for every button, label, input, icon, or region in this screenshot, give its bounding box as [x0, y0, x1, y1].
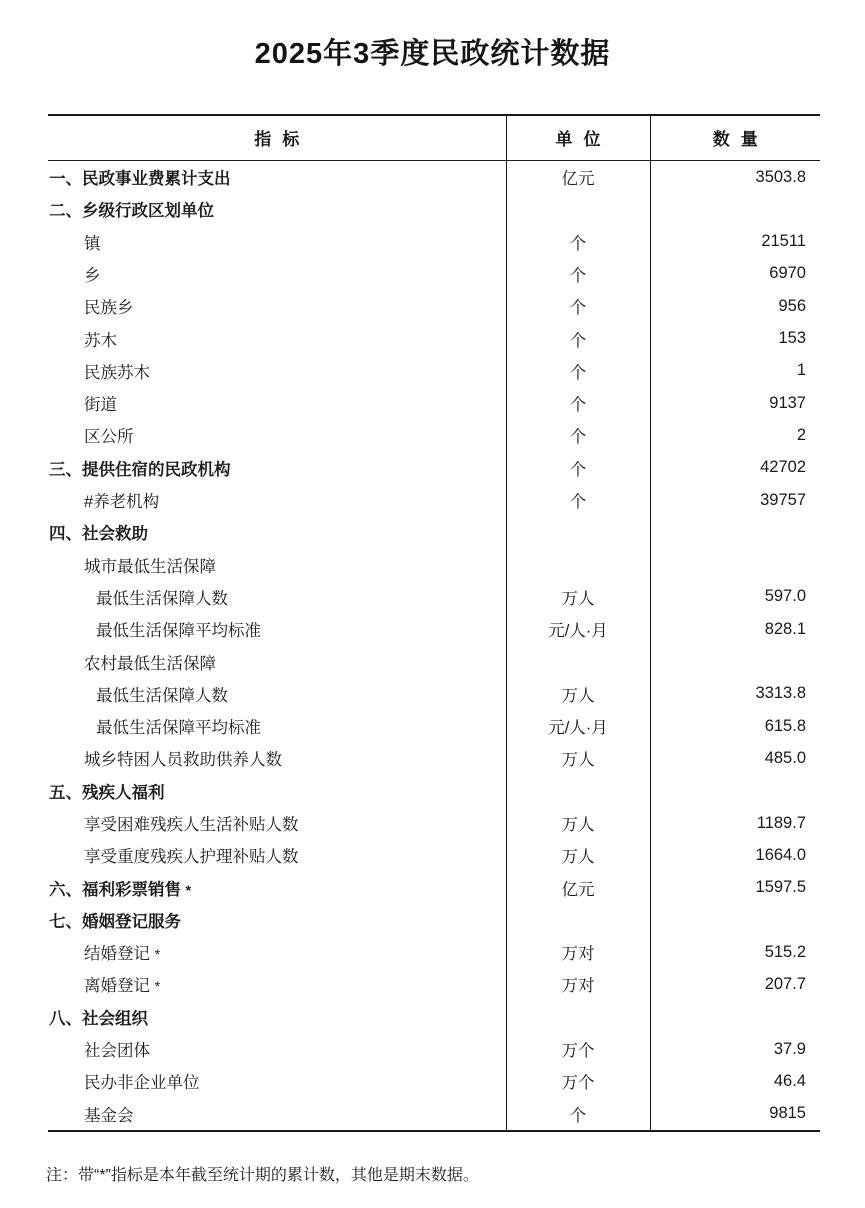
- table-row: [48, 258, 820, 290]
- row-unit-value: 个: [506, 419, 650, 451]
- row-unit-value: 亿元: [506, 871, 650, 903]
- row-indicator-label: 一、民政事业费累计支出: [49, 170, 231, 189]
- row-quantity-value: [650, 193, 820, 225]
- row-quantity-value: 9137: [650, 387, 820, 419]
- table-row: [48, 678, 820, 710]
- row-quantity-value: 37.9: [650, 1033, 820, 1065]
- row-quantity-value: 828.1: [650, 613, 820, 645]
- row-unit-value: 个: [506, 1098, 650, 1131]
- row-quantity-value: 1189.7: [650, 807, 820, 839]
- table-row: [48, 290, 820, 322]
- column-header-unit: 单 位: [506, 115, 650, 161]
- row-unit-value: 万人: [506, 807, 650, 839]
- row-indicator-label: 城乡特困人员救助供养人数: [84, 751, 282, 770]
- row-unit-value: 万人: [506, 581, 650, 613]
- row-indicator-label: 四、社会救助: [49, 525, 148, 544]
- row-indicator-label: 享受重度残疾人护理补贴人数: [84, 848, 299, 867]
- row-indicator-label: 最低生活保障人数: [96, 686, 228, 705]
- row-quantity-value: [650, 548, 820, 580]
- row-quantity-value: [650, 516, 820, 548]
- table-row: [48, 226, 820, 258]
- table-header: [48, 115, 820, 161]
- row-quantity-value: 515.2: [650, 936, 820, 968]
- table-row: [48, 871, 820, 903]
- row-unit-value: 个: [506, 290, 650, 322]
- row-indicator-label: 农村最低生活保障: [84, 654, 216, 673]
- row-quantity-value: [650, 645, 820, 677]
- row-quantity-value: 21511: [650, 226, 820, 258]
- row-indicator-label: 三、提供住宿的民政机构: [49, 460, 231, 479]
- page-title: 2025年3季度民政统计数据: [254, 38, 611, 71]
- row-unit-value: 万人: [506, 678, 650, 710]
- row-indicator-label: 五、残疾人福利: [49, 783, 165, 802]
- table-row: [48, 484, 820, 516]
- table-footnote: 注：带“*”指标是本年截至统计期的累计数，其他是期末数据。: [46, 1166, 479, 1184]
- row-unit-value: 个: [506, 258, 650, 290]
- table-row: [48, 775, 820, 807]
- table-row: [48, 387, 820, 419]
- row-unit-value: 个: [506, 484, 650, 516]
- row-quantity-value: 1664.0: [650, 839, 820, 871]
- table-row: [48, 645, 820, 677]
- row-quantity-value: [650, 775, 820, 807]
- row-indicator-label: 社会团体: [84, 1042, 150, 1061]
- row-indicator-label: 最低生活保障人数: [96, 589, 228, 608]
- row-indicator-label: 享受困难残疾人生活补贴人数: [84, 816, 299, 834]
- row-quantity-value: 1597.5: [650, 871, 820, 903]
- row-quantity-value: 597.0: [650, 581, 820, 613]
- row-quantity-value: 9815: [650, 1098, 820, 1131]
- table-row: [48, 839, 820, 871]
- row-unit-value: 个: [506, 452, 650, 484]
- table-row: [48, 710, 820, 742]
- row-unit-value: 亿元: [506, 160, 650, 193]
- table-row: [48, 807, 820, 839]
- row-unit-value: 个: [506, 226, 650, 258]
- row-quantity-value: 6970: [650, 258, 820, 290]
- row-unit-value: [506, 1001, 650, 1033]
- row-quantity-value: 153: [650, 322, 820, 354]
- table-row: [48, 548, 820, 580]
- row-indicator-label: 民办非企业单位: [84, 1074, 200, 1093]
- row-unit-value: 元/人·月: [506, 613, 650, 645]
- row-unit-value: 个: [506, 387, 650, 419]
- row-indicator-label: 民族苏木: [84, 363, 150, 382]
- row-quantity-value: 3503.8: [650, 160, 820, 193]
- row-unit-value: [506, 904, 650, 936]
- row-indicator-label: 最低生活保障平均标准: [96, 622, 261, 641]
- row-indicator-label: 乡: [84, 266, 101, 285]
- row-indicator-label: #养老机构: [84, 493, 160, 512]
- column-header-indicator: 指 标: [48, 115, 506, 161]
- row-unit-value: 万对: [506, 968, 650, 1000]
- row-indicator-label: 结婚登记 *: [84, 945, 161, 964]
- table-row: [48, 160, 820, 193]
- row-indicator-label: 七、婚姻登记服务: [49, 912, 181, 931]
- table-header-row: [48, 115, 820, 161]
- table-row: [48, 1065, 820, 1097]
- row-quantity-value: 1: [650, 355, 820, 387]
- row-indicator-label: 二、乡级行政区划单位: [49, 202, 214, 221]
- column-header-quantity: 数 量: [650, 115, 820, 161]
- row-quantity-value: [650, 1001, 820, 1033]
- table-row: [48, 452, 820, 484]
- table-row: [48, 1098, 820, 1131]
- table-body: [48, 160, 820, 1130]
- table-row: [48, 968, 820, 1000]
- row-quantity-value: 956: [650, 290, 820, 322]
- row-quantity-value: [650, 904, 820, 936]
- row-unit-value: 万人: [506, 839, 650, 871]
- table-row: [48, 322, 820, 354]
- row-unit-value: 万人: [506, 742, 650, 774]
- row-quantity-value: 46.4: [650, 1065, 820, 1097]
- row-indicator-label: 六、福利彩票销售 *: [49, 880, 192, 899]
- table-row: [48, 613, 820, 645]
- row-indicator-label: 离婚登记 *: [84, 977, 161, 996]
- row-unit-value: 元/人·月: [506, 710, 650, 742]
- statistics-table: [48, 114, 820, 1132]
- statistics-table-container: [48, 114, 820, 1132]
- row-indicator-label: 城市最低生活保障: [84, 557, 216, 576]
- row-indicator-label: 镇: [84, 234, 101, 253]
- document-page: [0, 19, 865, 1208]
- table-row: [48, 516, 820, 548]
- table-row: [48, 355, 820, 387]
- row-indicator-label: 最低生活保障平均标准: [96, 719, 261, 738]
- table-row: [48, 581, 820, 613]
- row-unit-value: 个: [506, 322, 650, 354]
- row-unit-value: [506, 645, 650, 677]
- table-row: [48, 193, 820, 225]
- row-quantity-value: 485.0: [650, 742, 820, 774]
- row-unit-value: 万对: [506, 936, 650, 968]
- table-row: [48, 419, 820, 451]
- row-indicator-label: 基金会: [84, 1106, 134, 1125]
- row-quantity-value: 39757: [650, 484, 820, 516]
- row-indicator-label: 民族乡: [84, 299, 134, 318]
- table-row: [48, 1033, 820, 1065]
- row-indicator-label: 苏木: [84, 331, 117, 350]
- row-unit-value: [506, 775, 650, 807]
- row-unit-value: [506, 548, 650, 580]
- row-quantity-value: 42702: [650, 452, 820, 484]
- row-indicator-label: 街道: [84, 396, 117, 415]
- row-unit-value: 个: [506, 355, 650, 387]
- row-unit-value: [506, 193, 650, 225]
- table-row: [48, 904, 820, 936]
- row-quantity-value: 3313.8: [650, 678, 820, 710]
- row-quantity-value: 207.7: [650, 968, 820, 1000]
- row-indicator-label: 八、社会组织: [49, 1009, 148, 1028]
- row-unit-value: [506, 516, 650, 548]
- table-row: [48, 1001, 820, 1033]
- row-unit-value: 万个: [506, 1065, 650, 1097]
- row-quantity-value: 2: [650, 419, 820, 451]
- row-indicator-label: 区公所: [84, 428, 134, 447]
- row-unit-value: 万个: [506, 1033, 650, 1065]
- table-row: [48, 936, 820, 968]
- row-quantity-value: 615.8: [650, 710, 820, 742]
- table-row: [48, 742, 820, 774]
